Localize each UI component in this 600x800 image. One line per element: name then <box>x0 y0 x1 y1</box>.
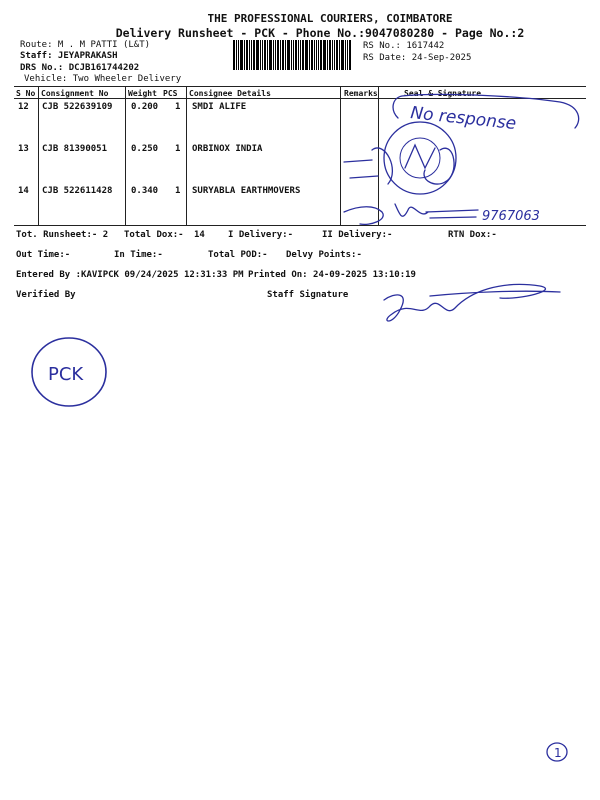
barcode <box>233 40 358 70</box>
col-header-seal: Seal & Signature <box>404 89 482 98</box>
barcode-bar <box>320 40 322 70</box>
document-title: THE PROFESSIONAL COURIERS, COIMBATORE <box>207 12 453 25</box>
signature-stroke <box>430 217 476 218</box>
staff-signature-scribble <box>430 291 560 296</box>
stamp-mark <box>405 145 435 168</box>
row-sno: 14 <box>18 186 29 196</box>
barcode-bar <box>273 40 274 70</box>
tot-runsheet: Tot. Runsheet:- 2 <box>16 230 109 240</box>
barcode-bar <box>318 40 319 70</box>
printed-on: Printed On: 24-09-2025 13:10:19 <box>248 270 416 280</box>
total-dox-value: 14 <box>194 230 205 240</box>
entered-by: Entered By :KAVIPCK 09/24/2025 12:31:33 PM <box>16 270 244 280</box>
barcode-bar <box>332 40 333 70</box>
barcode-bar <box>327 40 328 70</box>
barcode-bar <box>249 40 250 70</box>
pck-stamp <box>32 338 106 406</box>
barcode-bar <box>251 40 252 70</box>
barcode-bar <box>295 40 297 70</box>
barcode-bar <box>285 40 286 70</box>
barcode-bar <box>314 40 315 70</box>
barcode-bar <box>262 40 263 70</box>
barcode-bar <box>267 40 268 70</box>
vehicle-text: Vehicle: Two Wheeler Delivery <box>24 74 182 84</box>
staff-signature-label: Staff Signature <box>267 290 349 300</box>
rtn-dox: RTN Dox:- <box>448 230 497 240</box>
row-weight: 0.200 <box>131 102 159 112</box>
table-header-border <box>14 98 586 99</box>
drs-number: DRS No.: DCJB161744202 <box>20 63 140 73</box>
barcode-bar <box>287 40 290 70</box>
col-header-sno: S No <box>16 89 36 98</box>
barcode-bar <box>298 40 299 70</box>
row-consignment: CJB 81390051 <box>42 144 108 154</box>
barcode-bar <box>345 40 346 70</box>
route-text: Route: M . M PATTI (L&T) <box>20 40 151 50</box>
no-response-text: No response <box>409 103 518 135</box>
signature-stroke <box>372 148 392 184</box>
barcode-bar <box>280 40 281 70</box>
barcode-bar <box>316 40 317 70</box>
row-sno: 12 <box>18 102 29 112</box>
col-header-consignee: Consignee Details <box>189 89 271 98</box>
phone-handwritten: 9767063 <box>482 209 540 224</box>
company-stamp <box>384 122 456 194</box>
barcode-bar <box>300 40 301 70</box>
row-pcs: 1 <box>175 144 181 154</box>
barcode-bar <box>347 40 348 70</box>
page-mark: 1 <box>554 746 562 760</box>
col-header-remarks: Remarks <box>344 89 378 98</box>
company-stamp-inner <box>400 138 440 178</box>
pck-stamp-text: PCK <box>48 364 84 385</box>
barcode-bar <box>323 40 326 70</box>
barcode-bar <box>339 40 340 70</box>
barcode-bar <box>236 40 237 70</box>
row-pcs: 1 <box>175 186 181 196</box>
barcode-bar <box>264 40 266 70</box>
barcode-bar <box>253 40 255 70</box>
rs-number: RS No.: 1617442 <box>363 41 445 51</box>
col-header-consignment: Consignment No <box>41 89 109 98</box>
row-sno: 13 <box>18 144 29 154</box>
row-consignee: SMDI ALIFE <box>192 102 247 112</box>
signature-stroke <box>426 210 478 212</box>
verified-by: Verified By <box>16 290 76 300</box>
row-weight: 0.250 <box>131 144 159 154</box>
table-bottom-border <box>14 225 586 226</box>
barcode-bar <box>305 40 308 70</box>
barcode-bar <box>269 40 272 70</box>
staff-signature-scribble <box>384 284 545 321</box>
staff-text: Staff: JEYAPRAKASH <box>20 51 118 61</box>
signature-stroke <box>344 160 372 162</box>
col-header-pcs: PCS <box>163 89 178 98</box>
row-pcs: 1 <box>175 102 181 112</box>
barcode-bar <box>244 40 245 70</box>
barcode-bar <box>246 40 248 70</box>
barcode-bar <box>256 40 259 70</box>
barcode-bar <box>260 40 261 70</box>
row-weight: 0.340 <box>131 186 159 196</box>
page-mark-circle <box>547 743 567 761</box>
rs-date: RS Date: 24-Sep-2025 <box>363 53 472 63</box>
ii-delivery: II Delivery:- <box>322 230 393 240</box>
barcode-bar <box>275 40 276 70</box>
barcode-bar <box>336 40 338 70</box>
row-consignment: CJB 522639109 <box>42 102 113 112</box>
signature-stroke <box>393 94 579 128</box>
signature-stroke <box>350 176 378 178</box>
in-time: In Time:- <box>114 250 163 260</box>
row-consignee: SURYABLA EARTHMOVERS <box>192 186 301 196</box>
total-dox-label: Total Dox:- <box>124 230 184 240</box>
barcode-bar <box>291 40 292 70</box>
barcode-bar <box>302 40 304 70</box>
barcode-bar <box>277 40 279 70</box>
signature-stroke <box>395 204 428 216</box>
barcode-bar <box>293 40 294 70</box>
barcode-bar <box>334 40 335 70</box>
row-consignee: ORBINOX INDIA <box>192 144 263 154</box>
barcode-bar <box>329 40 331 70</box>
barcode-bar <box>341 40 344 70</box>
col-header-weight: Weight <box>128 89 157 98</box>
barcode-bar <box>233 40 235 70</box>
table-top-border <box>14 86 586 87</box>
delvy-points: Delvy Points:- <box>286 250 362 260</box>
out-time: Out Time:- <box>16 250 71 260</box>
barcode-bar <box>311 40 313 70</box>
signature-stroke <box>424 148 454 184</box>
row-consignment: CJB 522611428 <box>42 186 113 196</box>
barcode-bar <box>349 40 351 70</box>
barcode-bar <box>238 40 239 70</box>
barcode-bar <box>309 40 310 70</box>
i-delivery: I Delivery:- <box>228 230 294 240</box>
document-subtitle: Delivery Runsheet - PCK - Phone No.:9047080280 - Page No.:2 <box>115 26 525 40</box>
total-pod: Total POD:- <box>208 250 268 260</box>
barcode-bar <box>282 40 284 70</box>
barcode-bar <box>240 40 243 70</box>
